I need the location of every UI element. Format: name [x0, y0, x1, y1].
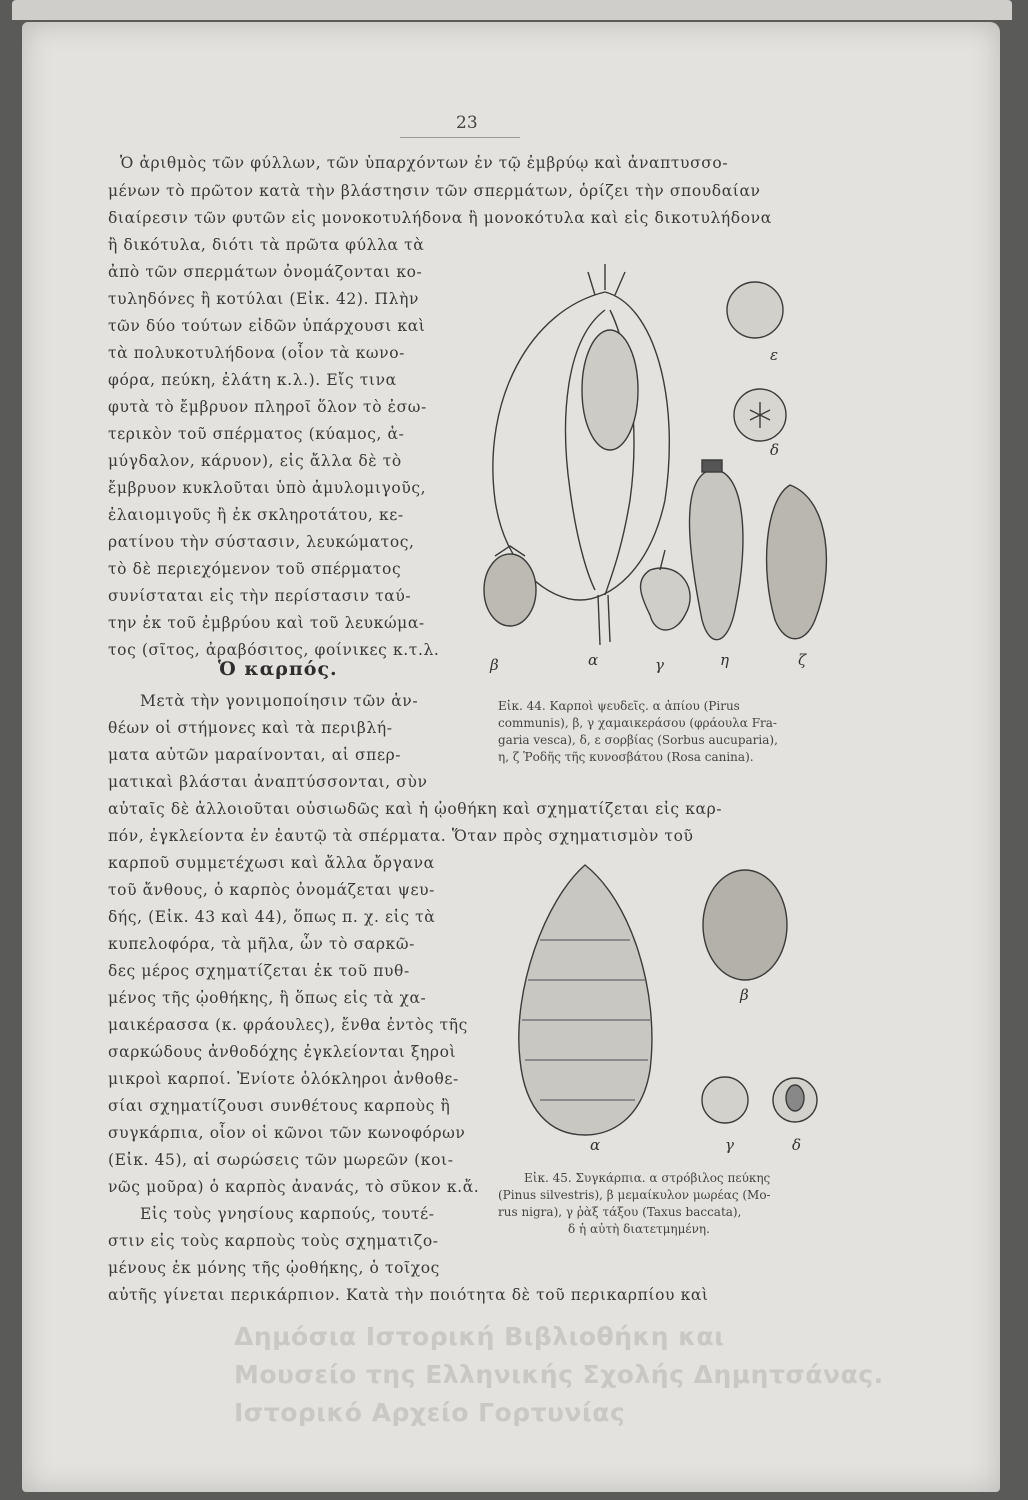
pear-calyx — [588, 264, 625, 295]
text-line: τὰ πολυκοτυλήδονα (οἷον τὰ κωνο- — [108, 344, 405, 362]
text-line: (Εἰκ. 45), αἱ σωρώσεις τῶν μωρεῶν (κοι- — [108, 1151, 454, 1169]
text-line: νῶς μοῦρα) ὁ καρπὸς ἀνανάς, τὸ σῦκον κ.ἄ. — [108, 1178, 480, 1196]
page-stack-edge — [12, 0, 1012, 20]
library-watermark: Δημόσια Ιστορική Βιβλιοθήκη και — [234, 1322, 725, 1351]
figure-caption: (Pinus silvestris), β μεμαίκυλον μωρέας (Mo- — [498, 1188, 771, 1202]
text-line: πόν, ἐγκλείοντα ἐν ἑαυτῷ τὰ σπέρματα. Ὅταν πρὸς σχηματισμὸν τοῦ — [108, 827, 694, 845]
text-line: την ἐκ τοῦ ἐμβρύου καὶ τοῦ λευκώμα- — [108, 614, 425, 632]
figure-label: ε — [770, 346, 779, 364]
figure-44-illustration — [470, 250, 850, 680]
text-line: μύγδαλον, κάρυον), εἰς ἄλλα δὲ τὸ — [108, 452, 402, 470]
text-line: μένος τῆς ᾠοθήκης, ἢ ὅπως εἰς τὰ χα- — [108, 989, 427, 1007]
text-line: ἢ δικότυλα, διότι τὰ πρῶτα φύλλα τὰ — [108, 236, 425, 254]
text-line: διαίρεσιν τῶν φυτῶν εἰς μονοκοτυλήδονα ἢ μονοκότυλα καὶ εἰς δικοτυλήδονα — [108, 209, 772, 227]
section-heading: Ὁ καρπός. — [218, 658, 338, 680]
text-line: σίαι σχηματίζουσι συνθέτους καρποὺς ἢ — [108, 1097, 451, 1115]
figure-label: δ — [770, 441, 780, 459]
text-line: συγκάρπια, οἷον οἱ κῶνοι τῶν κωνοφόρων — [108, 1124, 466, 1142]
text-line: Εἰς τοὺς γνησίους καρπούς, τουτέ- — [140, 1205, 435, 1223]
text-line: συνίσταται εἰς τὴν περίστασιν ταύ- — [108, 587, 412, 605]
text-line: ματικαὶ βλάσται ἀναπτύσσονται, σὺν — [108, 773, 428, 791]
pear-section-outline — [493, 292, 669, 600]
text-line: καρποῦ συμμετέχωσι καὶ ἄλλα ὄργανα — [108, 854, 435, 872]
text-line: τῶν δύο τούτων εἰδῶν ὑπάρχουσι καὶ — [108, 317, 426, 335]
figure-caption: rus nigra), γ ῥὰξ τάξου (Taxus baccata), — [498, 1205, 742, 1219]
header-rule — [400, 137, 520, 138]
figure-caption: Εἰκ. 44. Καρποὶ ψευδεῖς. α ἀπίου (Pirus — [498, 699, 740, 713]
text-line: μικροὶ καρποί. Ἐνίοτε ὁλόκληροι ἀνθοθε- — [108, 1070, 459, 1088]
text-line: ρατίνου τὴν σύστασιν, λευκώματος, — [108, 533, 415, 551]
text-line: τὸ δὲ περιεχόμενον τοῦ σπέρματος — [108, 560, 402, 578]
figure-label: α — [590, 1136, 601, 1154]
figure-caption: η, ζ Ῥοδῆς τῆς κυνοσβάτου (Rosa canina). — [498, 750, 754, 764]
text-line: ματα αὐτῶν μαραίνονται, αἱ σπερ- — [108, 746, 402, 764]
mulberry — [703, 870, 787, 980]
figure-label: β — [490, 656, 499, 674]
yew-berry-whole — [702, 1077, 748, 1123]
text-line: θέων οἱ στήμονες καὶ τὰ περιβλή- — [108, 719, 393, 737]
text-line: μένων τὸ πρῶτον κατὰ τὴν βλάστησιν τῶν σπερμάτων, ὁρίζει τὴν σπουδαίαν — [108, 182, 761, 200]
pine-cone — [519, 865, 652, 1135]
text-line: ἔμβρυον κυκλοῦται ὑπὸ ἀμυλομιγοῦς, — [108, 479, 427, 497]
text-line: κυπελοφόρα, τὰ μῆλα, ὧν τὸ σαρκῶ- — [108, 935, 415, 953]
figure-45-illustration — [500, 860, 840, 1160]
text-line: δής, (Εἰκ. 43 καὶ 44), ὅπως π. χ. εἰς τὰ — [108, 908, 436, 926]
figure-label: α — [588, 651, 599, 669]
text-line: τοῦ ἄνθους, ὁ καρπὸς ὀνομάζεται ψευ- — [108, 881, 435, 899]
text-line: μένους ἐκ μόνης τῆς ᾠοθήκης, ὁ τοῖχος — [108, 1259, 440, 1277]
text-line: φυτὰ τὸ ἔμβρυον πληροῖ ὅλον τὸ ἐσω- — [108, 398, 427, 416]
text-line: ἐλαιομιγοῦς ἢ ἐκ σκληροτάτου, κε- — [108, 506, 404, 524]
pear-stem — [598, 595, 610, 645]
figure-label: η — [720, 651, 729, 669]
figure-label: γ — [725, 1136, 734, 1154]
text-line: μαικέρασσα (κ. φράουλες), ἔνθα ἐντὸς τῆς — [108, 1016, 468, 1034]
figure-caption: δ ἡ αὐτὴ διατετμημένη. — [568, 1222, 710, 1236]
text-line: τος (σῖτος, ἀραβόσιτος, φοίνικες κ.τ.λ. — [108, 641, 440, 659]
rose-hip-whole — [690, 470, 743, 640]
figure-label: β — [740, 986, 749, 1004]
text-line: στιν εἰς τοὺς καρποὺς τοὺς σχηματιζο- — [108, 1232, 439, 1250]
library-watermark: Μουσείο της Ελληνικής Σχολής Δημητσάνας. — [234, 1360, 884, 1389]
figure-caption: communis), β, γ χαμαικεράσου (φράουλα Fra- — [498, 716, 777, 730]
text-line: δες μέρος σχηματίζεται ἐκ τοῦ πυθ- — [108, 962, 410, 980]
text-line: σαρκώδους ἀνθοδόχης ἐγκλείονται ξηροὶ — [108, 1043, 457, 1061]
strawberry-section — [641, 568, 691, 630]
strawberry-whole — [484, 554, 536, 626]
rose-hip-section — [767, 485, 827, 639]
library-watermark: Ιστορικό Αρχείο Γορτυνίας — [234, 1398, 626, 1427]
text-line: Ὁ ἀριθμὸς τῶν φύλλων, τῶν ὑπαρχόντων ἐν τῷ ἐμβρύῳ καὶ ἀναπτυσσο- — [120, 154, 729, 172]
figure-label: δ — [792, 1136, 802, 1154]
figure-caption: garia vesca), δ, ε σορβίας (Sorbus aucuparia), — [498, 733, 778, 747]
text-line: αὐτῆς γίνεται περικάρπιον. Κατὰ τὴν ποιότητα δὲ τοῦ περικαρπίου καὶ — [108, 1286, 709, 1304]
text-line: Μετὰ τὴν γονιμοποίησιν τῶν ἀν- — [140, 692, 419, 710]
rowan-berry-whole — [727, 282, 783, 338]
text-line: τυληδόνες ἢ κοτύλαι (Εἰκ. 42). Πλὴν — [108, 290, 420, 308]
figure-label: γ — [655, 656, 664, 674]
figure-caption: Εἰκ. 45. Συγκάρπια. α στρόβιλος πεύκης — [524, 1171, 771, 1185]
page-number: 23 — [456, 113, 478, 133]
figure-label: ζ — [798, 651, 807, 669]
text-line: ἀπὸ τῶν σπερμάτων ὀνομάζονται κο- — [108, 263, 423, 281]
text-line: φόρα, πεύκη, ἐλάτη κ.λ.). Εἴς τινα — [108, 371, 397, 389]
text-line: αὐταῖς δὲ ἀλλοιοῦται οὐσιωδῶς καὶ ἡ ᾠοθήκη καὶ σχηματίζεται εἰς καρ- — [108, 800, 723, 818]
text-line: τερικὸν τοῦ σπέρματος (κύαμος, ἀ- — [108, 425, 405, 443]
pear-core — [582, 330, 638, 450]
